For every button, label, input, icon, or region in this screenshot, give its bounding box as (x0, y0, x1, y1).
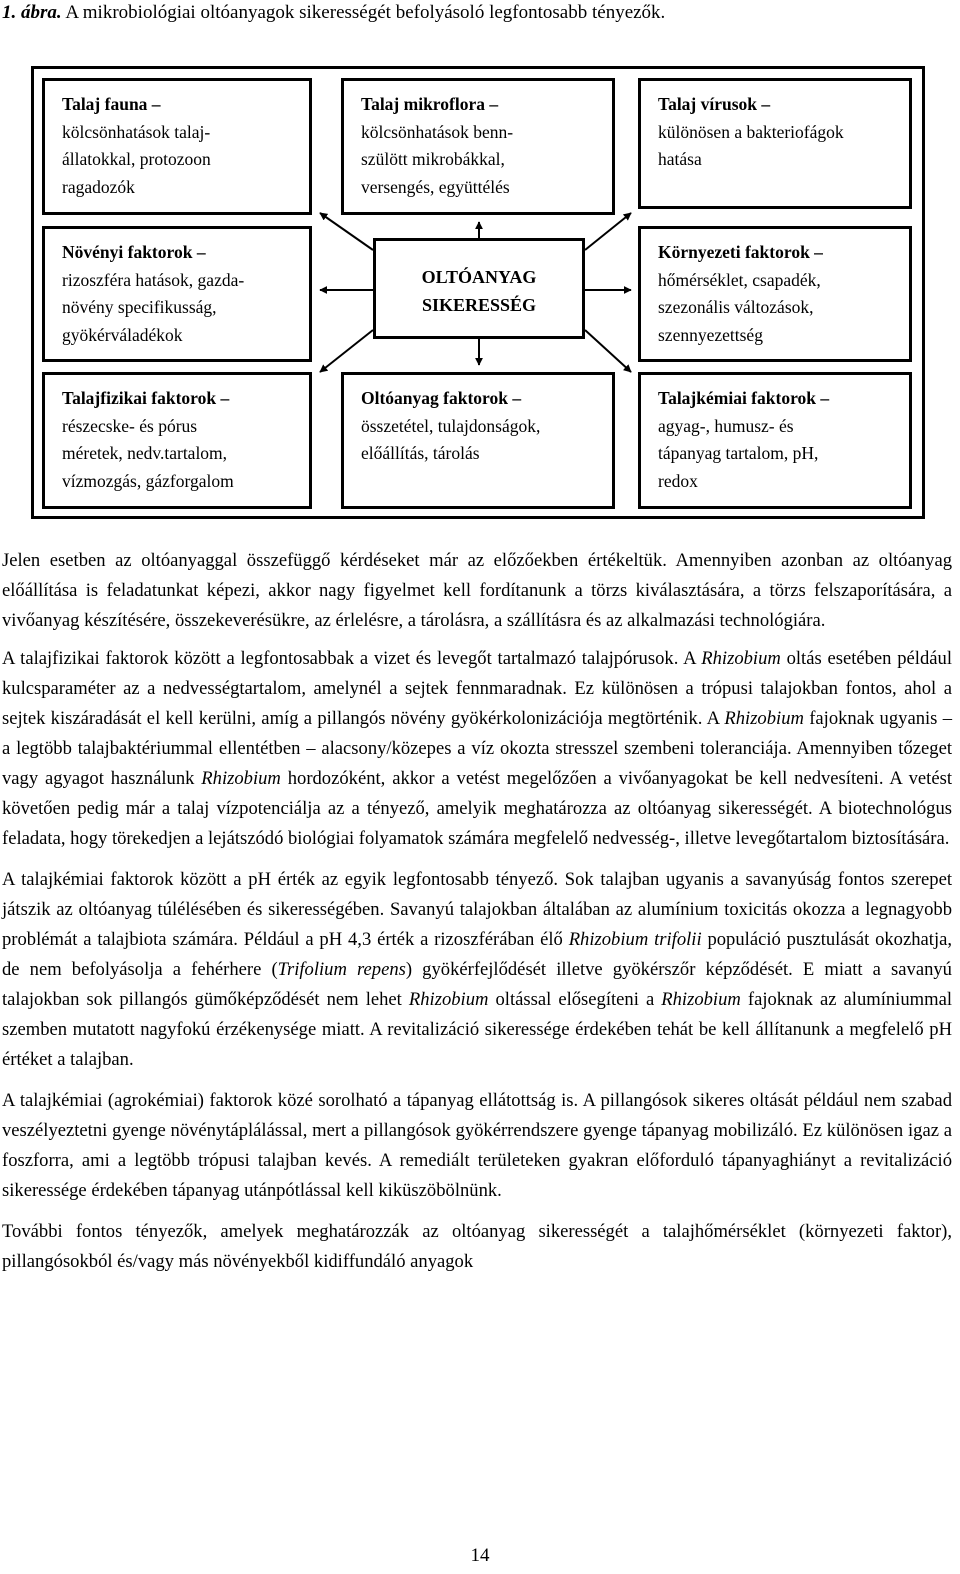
paragraph: További fontos tényezők, amelyek meghatározzák az oltóanyag sikerességét a talajhőmérséklet (környezeti faktor), pillangósokból és/vagy más növényekből kidiffundáló anyagok (2, 1221, 952, 1272)
box-soil-microflora (341, 78, 615, 215)
box-line: növény specifikusság, (62, 297, 217, 317)
paragraph: Jelen esetben az oltóanyaggal összefüggő kérdéseket már az előzőekben értékeltük. Amennyiben azonban az oltóanyag előállítása is feladatunkat képezi, akkor nagy figyelmet kell fordítanunk a törzs kiválasztására, a törzs felszaporítására, a vivőanyag készítésére, összekeverésükre, az érlelésre, a tárolásra, a szállításra és az alkalmazási technológiára. (2, 550, 952, 631)
box-soil-physical-factors (42, 372, 312, 509)
box-line: állatokkal, protozoon (62, 149, 211, 169)
box-title: Oltóanyag faktorok – (361, 388, 522, 408)
box-line: tápanyag tartalom, pH, (658, 443, 819, 463)
box-environmental-factors (638, 226, 912, 362)
center-inoculant-success (373, 238, 585, 339)
box-line: agyag-, humusz- és (658, 415, 794, 436)
figure-caption (2, 2, 665, 24)
figure-label: 1. ábra. (2, 2, 62, 23)
box-line: szülött mikrobákkal, (361, 149, 505, 169)
box-line: méretek, nedv.tartalom, (62, 443, 228, 463)
box-line: rizoszféra hatások, gazda- (62, 269, 245, 290)
box-soil-fauna (42, 78, 312, 215)
box-title: Talaj fauna – (62, 94, 161, 114)
box-title: Növényi faktorok – (62, 242, 206, 262)
box-line: redox (658, 470, 698, 491)
box-line: hatása (658, 149, 702, 169)
paragraph: A talajkémiai faktorok között a pH érték az egyik legfontosabb tényező. Sok talajban ugyanis a savanyúság fontos szerepet játszik az oltóanyag túlélésében és sikerességében. Savanyú talajokban általában az alumínium toxicitás okozza a legnagyobb problémát a talajbiota számára. Például a pH 4,3 érték a rizoszférában élő Rhizobium trifolii populáció pusztulását okozhatja, de nem befolyásolja a fehérhere (Trifolium repens) gyökérfejlődését illetve gyökérszőr képződését. E miatt a savanyú talajokban sok pillangós gümőképződését nem lehet Rhizobium oltással elősegíteni a Rhizobium fajoknak az alumíniummal szemben mutatott nagyfokú érzékenysége miatt. A revitalizáció sikeressége érdekében tehát be kell állítanunk a megfelelő pH értéket a talajban. (2, 869, 953, 1070)
box-line: szennyezettség (658, 324, 763, 345)
figure-caption-text: A mikrobiológiai oltóanyagok sikerességét befolyásoló legfontosabb tényezők. (65, 2, 666, 23)
box-line: kölcsönhatások benn- (361, 121, 514, 142)
box-title: Talajkémiai faktorok – (658, 388, 830, 408)
box-line: részecske- és pórus (62, 415, 198, 436)
paragraph: A talajfizikai faktorok között a legfontosabbak a vizet és levegőt tartalmazó talajpórusok. A Rhizobium oltás esetében például kulcsparaméter az a nedvességtartalom, amelynél a sejtek fennmaradnak. Ez különösen a trópusi talajokban fontos, ahol a sejtek kiszáradását el kell kerülni, amíg a pillangós növény gyökérkolonizációja megtörténik. A Rhizobium fajoknak ugyanis – a legtöbb talajbaktériummal ellentétben – alacsony/közepes a víz okozta stresszel szembeni toleranciája. Amennyiben tőzeget vagy agyagot használunk Rhizobium hordozóként, akkor a vetést megelőzően a vivőanyagokat be kell nedvesíteni. A vetést követően pedig már a talaj vízpotenciálja az a tényező, amelyik meghatározza az oltóanyag sikerességét. A biotechnológus feladata, hogy törekedjen a lejátszódó biológiai folyamatok számára megfelelő nedvesség-, illetve levegőtartalom biztosítására. (2, 648, 952, 849)
box-line: előállítás, tárolás (361, 443, 480, 463)
box-line: különösen a bakteriofágok (658, 121, 844, 142)
box-line: szezonális változások, (658, 297, 814, 317)
body-text (2, 546, 952, 1288)
box-title: Talaj vírusok – (658, 94, 771, 114)
box-title: Környezeti faktorok – (658, 242, 823, 262)
box-line: gyökérváladékok (62, 324, 183, 345)
box-soil-chemical-factors (638, 372, 912, 509)
center-line: OLTÓANYAG (421, 267, 537, 287)
box-line: összetétel, tulajdonságok, (361, 415, 541, 436)
box-line: kölcsönhatások talaj- (62, 121, 211, 142)
center-line: SIKERESSÉG (421, 295, 537, 315)
page-number: 14 (470, 1545, 490, 1566)
box-line: hőmérséklet, csapadék, (658, 269, 821, 290)
box-line: ragadozók (62, 176, 135, 197)
box-plant-factors (42, 226, 312, 362)
box-title: Talajfizikai faktorok – (62, 388, 230, 408)
box-line: vízmozgás, gázforgalom (62, 470, 234, 491)
box-inoculant-factors (341, 372, 615, 509)
box-soil-viruses (638, 78, 912, 209)
paragraph: A talajkémiai (agrokémiai) faktorok közé sorolható a tápanyag ellátottság is. A pillangósok sikeres oltását például nem szabad veszélyeztetni gyenge növénytáplálással, mert a pillangósok gyökérrendszere gyenge tápanyag mobilizáló. Ez különösen igaz a foszforra, ami a legtöbb trópusi talajban kevés. A remediált területeken gyakran előforduló tápanyaghiányt a revitalizáció sikeressége érdekében tápanyag utánpótlással kell kiküszöbölnünk. (2, 1090, 952, 1201)
box-line: versengés, együttélés (361, 176, 510, 197)
box-title: Talaj mikroflora – (361, 94, 499, 114)
